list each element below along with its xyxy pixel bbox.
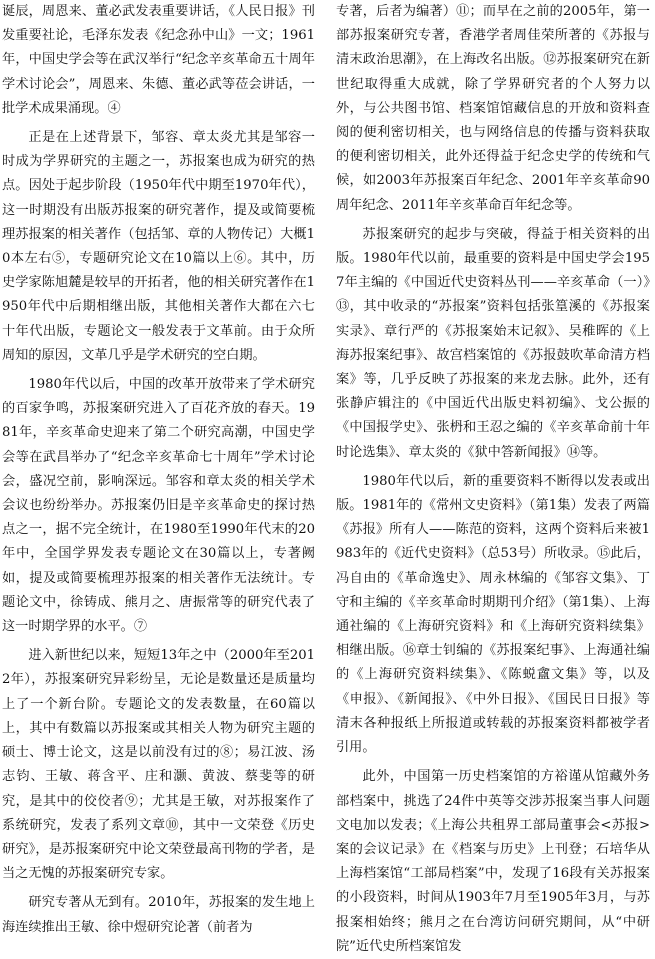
paragraph: 苏报案研究的起步与突破，得益于相关资料的出版。1980年代以前，最重要的资料是中国史学会1957年主编的《中国近代史资料丛刊——辛亥革命（一）》⑬，其中收录的“苏报案”资料包括张篁溪的《苏报案实录》、章行严的《苏报案始末记叙》、吴稚晖的《上海苏报案纪事》、故宫档案馆的《苏报鼓吹革命清方档案》等，几乎反映了苏报案的来龙去脉。此外，还有张静庐辑注的《中国近代出版史料初编》、戈公振的《中国报学史》、张枬和王忍之编的《辛亥革命前十年时论选集》、章太炎的《狱中答新闻报》⑭等。 <box>336 226 650 460</box>
paragraph: 进入新世纪以来，短短13年之中（2000年至2012年），苏报案研究异彩纷呈，无论是数量还是质量均上了一个新台阶。专题论文的发表数量，在60篇以上，其中有数篇以苏报案或其相关人物为研究主题的硕士、博士论文，这是以前没有过的⑧；易江波、汤志钧、王敏、蒋含平、庄和灏、黄波、蔡斐等的研究，是其中的佼佼者⑨；尤其是王敏，对苏报案作了系统研究，发表了系列文章⑩，其中一文荣登《历史研究》，是苏报案研究中论文荣登最高刊物的学者，是当之无愧的苏报案研究专家。 <box>2 648 315 882</box>
paragraph: 1980年代以后，中国的改革开放带来了学术研究的百家争鸣，苏报案研究进入了百花齐放的春天。1981年，辛亥革命史迎来了第二个研究高潮，中国史学会等在武昌举办了“纪念辛亥革命七十周年”学术讨论会，盛况空前，影响深远。邹容和章太炎的相关学术会议也纷纷举办。苏报案仍旧是辛亥革命史的探讨热点之一，据不完全统计，在1980至1990年代末的20年中，全国学界发表专题论文在30篇以上，专著阙如，提及或简要梳理苏报案的相关著作无法统计。专题论文中，徐铸成、熊月之、唐振常等的研究代表了这一时期学界的水平。⑦ <box>2 377 315 635</box>
paragraph: 正是在上述背景下，邹容、章太炎尤其是邹容一时成为学界研究的主题之一，苏报案也成为研究的热点。因处于起步阶段（1950年代中期至1970年代），这一时期没有出版苏报案的研究著作，提及或简要梳理苏报案的相关著作（包括邹、章的人物传记）大概10本左右⑤，专题研究论文在10篇以上⑥。其中，历史学家陈旭麓是较早的开拓者，他的相关研究著作在1950年代中后期相继出版，其他相关著作大都在六七十年代出版，专题论文一般发表于文革前。由于众所周知的原因，文革几乎是学术研究的空白期。 <box>2 130 315 363</box>
paragraph: 此外，中国第一历史档案馆的方裕谨从馆藏外务部档案中，挑选了24件中英等交涉苏报案当事人问题文电加以发表；《上海公共租界工部局董事会<苏报>案的会议记录》在《档案与历史》上刊登；石培华从上海档案馆“工部局档案”中，发现了16段有关苏报案的小段资料，时间从1903年7月至1905年3月，与苏报案相始终；熊月之在台湾访问研究期间，从“中研院”近代史所档案馆发 <box>336 769 650 954</box>
right-column <box>336 0 650 954</box>
left-column <box>2 0 315 935</box>
paragraph: 诞辰，周恩来、董必武发表重要讲话，《人民日报》刊发重要社论，毛泽东发表《纪念孙中山》一文；1961年，中国史学会等在武汉举行“纪念辛亥革命五十周年学术讨论会”，周恩来、朱德、董必武等莅会讲话，一批学术成果涌现。④ <box>2 4 315 116</box>
paragraph: 研究专著从无到有。2010年，苏报案的发生地上海连续推出王敏、徐中煜研究论著（前者为 <box>2 895 315 935</box>
paragraph: 1980年代以后，新的重要资料不断得以发表或出版。1981年的《常州文史资料》（第1集）发表了两篇《苏报》所有人——陈范的资料，这两个资料后来被1983年的《近代史资料》（总53号）所收录。⑮此后，冯自由的《革命逸史》、周永林编的《邹容文集》、丁守和主编的《辛亥革命时期期刊介绍》（第1集）、上海通社编的《上海研究资料》和《上海研究资料续集》相继出版。⑯章士钊编的《苏报案纪事》、上海通社编的《上海研究资料续集》、《陈蜕盦文集》等，以及《申报》、《新闻报》、《中外日报》、《国民日日报》等清末各种报纸上所报道或转载的苏报案资料都被学者引用。 <box>336 473 650 756</box>
paragraph: 专著，后者为编著）⑪；而早在之前的2005年，第一部苏报案研究专著，香港学者周佳荣所著的《苏报与清末政治思潮》，在上海改名出版。⑫苏报案研究在新世纪取得重大成就，除了学界研究者的个人努力以外，与公共图书馆、档案馆馆藏信息的开放和资料查阅的便利密切相关，也与网络信息的传播与资料获取的便利密切相关，此外还得益于纪念史学的传统和气候，如2003年苏报案百年纪念、2001年辛亥革命90周年纪念、2011年辛亥革命百年纪念等。 <box>336 4 650 213</box>
